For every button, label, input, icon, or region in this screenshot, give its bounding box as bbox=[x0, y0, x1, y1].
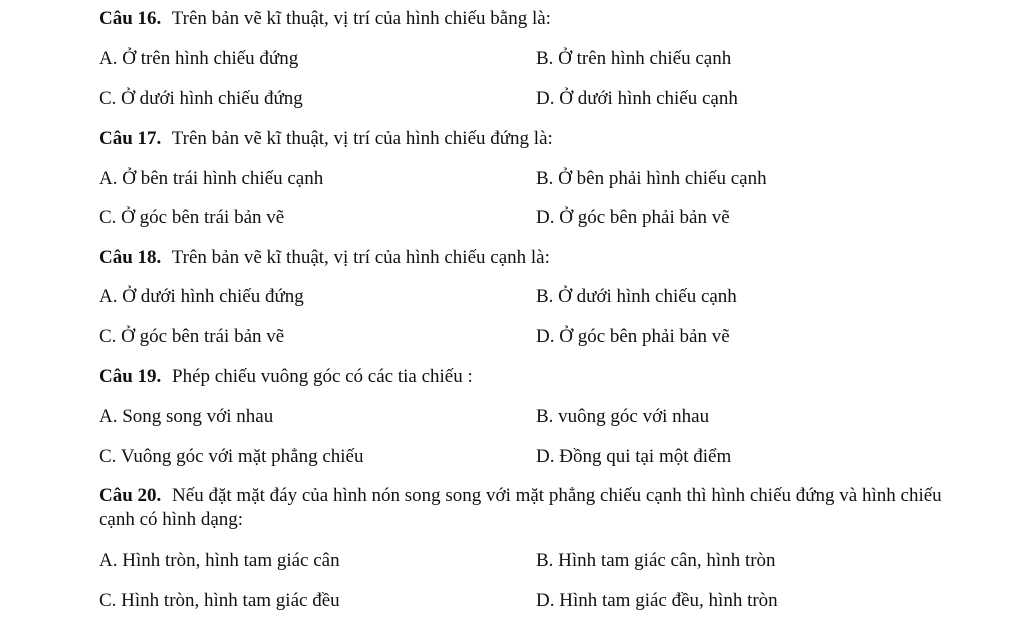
question-16 bbox=[99, 7, 949, 31]
options-row bbox=[99, 167, 949, 191]
question-18 bbox=[99, 246, 949, 270]
question-17 bbox=[99, 127, 949, 151]
options-row bbox=[99, 589, 949, 613]
option-c: C. Ở góc bên trái bản vẽ bbox=[99, 326, 285, 347]
option-a: A. Ở dưới hình chiếu đứng bbox=[99, 286, 304, 307]
option-c: C. Ở dưới hình chiếu đứng bbox=[99, 88, 303, 109]
option-c: C. Vuông góc với mặt phẳng chiếu bbox=[99, 446, 364, 467]
options-row bbox=[99, 325, 949, 349]
options-row bbox=[99, 445, 949, 469]
question-text: Trên bản vẽ kĩ thuật, vị trí của hình chiếu bằng là: bbox=[171, 8, 551, 29]
question-label: Câu 16. bbox=[99, 8, 162, 29]
question-text: Trên bản vẽ kĩ thuật, vị trí của hình chiếu cạnh là: bbox=[171, 247, 550, 268]
options-row bbox=[99, 87, 949, 111]
question-text: Nếu đặt mặt đáy của hình nón song song với mặt phẳng chiếu cạnh thì hình chiếu đứng và hình chiếu cạnh có hình dạng: bbox=[99, 485, 942, 530]
options-row bbox=[99, 285, 949, 309]
options-row bbox=[99, 405, 949, 429]
option-d: D. Ở góc bên phải bản vẽ bbox=[536, 207, 730, 228]
option-c: C. Hình tròn, hình tam giác đều bbox=[99, 590, 340, 611]
option-a: A. Hình tròn, hình tam giác cân bbox=[99, 550, 340, 571]
option-c: C. Ở góc bên trái bản vẽ bbox=[99, 207, 285, 228]
option-d: D. Hình tam giác đều, hình tròn bbox=[536, 590, 778, 611]
option-b: B. Ở bên phải hình chiếu cạnh bbox=[536, 168, 767, 189]
option-a: A. Ở bên trái hình chiếu cạnh bbox=[99, 168, 324, 189]
options-row bbox=[99, 47, 949, 71]
question-label: Câu 17. bbox=[99, 128, 162, 149]
options-row bbox=[99, 549, 949, 573]
option-d: D. Ở dưới hình chiếu cạnh bbox=[536, 88, 738, 109]
option-a: A. Song song với nhau bbox=[99, 406, 274, 427]
options-row bbox=[99, 206, 949, 230]
option-a: A. Ở trên hình chiếu đứng bbox=[99, 48, 299, 69]
question-text: Phép chiếu vuông góc có các tia chiếu : bbox=[172, 366, 473, 387]
question-label: Câu 20. bbox=[99, 485, 162, 506]
option-d: D. Đồng qui tại một điểm bbox=[536, 446, 732, 467]
option-d: D. Ở góc bên phải bản vẽ bbox=[536, 326, 730, 347]
option-b: B. Ở dưới hình chiếu cạnh bbox=[536, 286, 737, 307]
question-20 bbox=[99, 484, 949, 532]
option-b: B. Ở trên hình chiếu cạnh bbox=[536, 48, 732, 69]
question-label: Câu 18. bbox=[99, 247, 162, 268]
question-text: Trên bản vẽ kĩ thuật, vị trí của hình chiếu đứng là: bbox=[171, 128, 553, 149]
question-19 bbox=[99, 365, 949, 389]
question-label: Câu 19. bbox=[99, 366, 162, 387]
option-b: B. Hình tam giác cân, hình tròn bbox=[536, 550, 776, 571]
option-b: B. vuông góc với nhau bbox=[536, 406, 710, 427]
